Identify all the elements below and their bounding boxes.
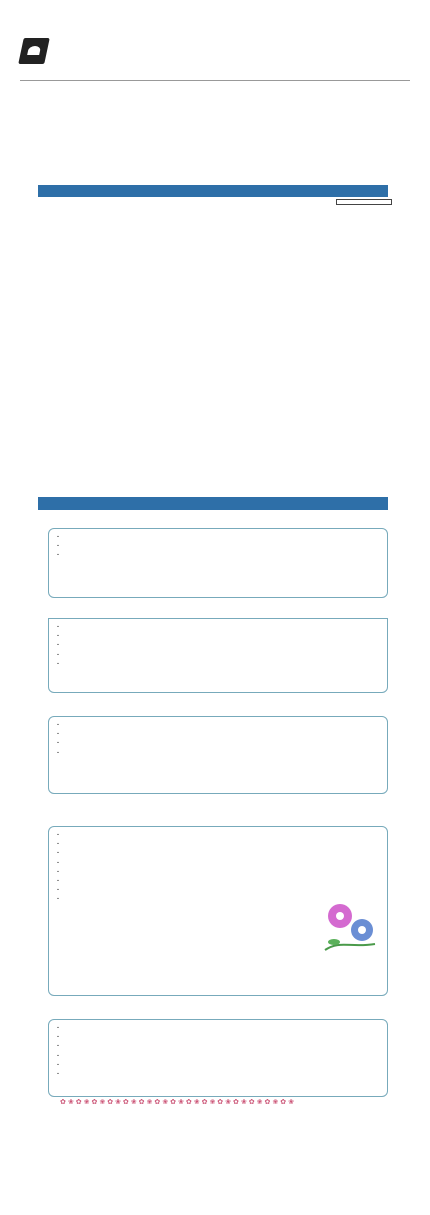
opinion-item: ・ bbox=[55, 859, 62, 867]
opinion-item: ・ bbox=[55, 850, 62, 858]
opinion-item: ・ bbox=[55, 887, 62, 895]
opinion-item: ・ bbox=[55, 722, 62, 729]
opinion-item: ・ bbox=[55, 1025, 62, 1032]
opinion-item: ・ bbox=[55, 651, 62, 659]
opinion-item: ・ bbox=[55, 624, 62, 631]
header-divider bbox=[20, 80, 410, 81]
opinion-item: ・ bbox=[55, 878, 62, 886]
opinion-item: ・ bbox=[55, 552, 62, 560]
opinion-box-efficiency-cont bbox=[48, 618, 388, 693]
opinion-item: ・ bbox=[55, 841, 62, 849]
opinion-box-system bbox=[48, 1019, 388, 1097]
opinion-item: ・ bbox=[55, 896, 62, 904]
opinion-box-efficiency bbox=[48, 528, 388, 598]
masthead bbox=[0, 0, 430, 80]
opinion-item: ・ bbox=[55, 1052, 62, 1060]
opinion-item: ・ bbox=[55, 1071, 62, 1079]
opinion-item: ・ bbox=[55, 868, 62, 876]
opinion-item: ・ bbox=[55, 749, 62, 757]
opinion-item: ・ bbox=[55, 660, 62, 668]
opinion-item: ・ bbox=[55, 633, 62, 641]
opinion-item: ・ bbox=[55, 740, 62, 748]
opinion-item: ・ bbox=[55, 534, 62, 541]
opinion-box-support bbox=[48, 716, 388, 794]
opinion-item: ・ bbox=[55, 1043, 62, 1051]
cast-logo-icon bbox=[18, 38, 50, 64]
decorative-flower-border: ✿❀✿❀✿❀✿❀✿❀✿❀✿❀✿❀✿❀✿❀✿❀✿❀✿❀✿❀✿❀ bbox=[60, 1098, 296, 1106]
morning-glory-illustration bbox=[320, 900, 380, 955]
survey-bar-chart bbox=[16, 200, 421, 430]
opinion-item: ・ bbox=[55, 832, 62, 839]
opinion-item: ・ bbox=[55, 642, 62, 650]
section-2-heading bbox=[38, 497, 388, 510]
chart-legend bbox=[336, 199, 392, 205]
opinion-item: ・ bbox=[55, 543, 62, 551]
opinion-item: ・ bbox=[55, 1034, 62, 1042]
opinion-item: ・ bbox=[55, 731, 62, 739]
opinion-item: ・ bbox=[55, 1061, 62, 1069]
section-1-heading bbox=[38, 185, 388, 197]
